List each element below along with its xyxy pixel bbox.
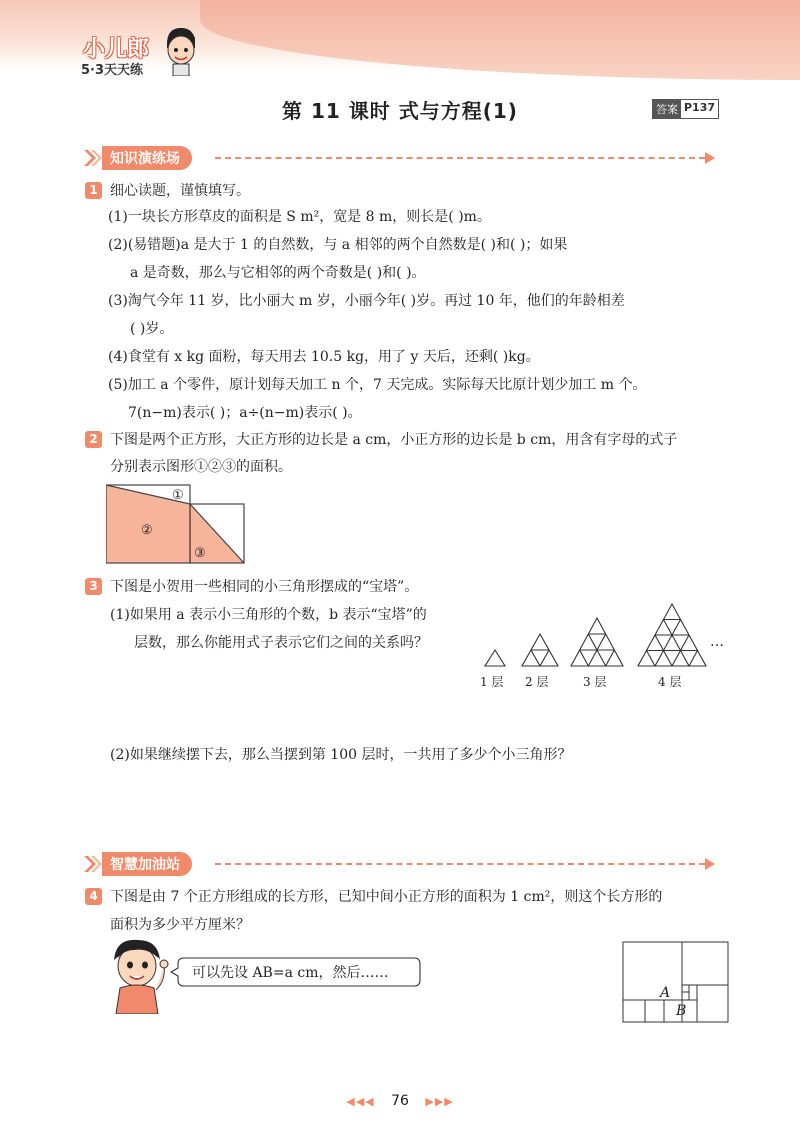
answer-page: P137 xyxy=(684,101,716,114)
question-line: (5)加工 a 个零件，原计划每天加工 n 个，7 天完成。实际每天比原计划少加工 m 个。 xyxy=(108,377,647,393)
question-intro: 细心读题，谨慎填写。 xyxy=(110,183,250,199)
answer-label: 答案 xyxy=(653,100,681,118)
layer-label: 2 层 xyxy=(525,675,549,689)
question-line: 分别表示图形①②③的面积。 xyxy=(110,459,292,475)
question-line: (3)淘气今年 11 岁，比小丽大 m 岁，小丽今年( )岁。再过 10 年，他们的年龄相差 xyxy=(108,293,625,309)
rectangle-squares-figure xyxy=(620,938,732,1026)
section-banner-practice xyxy=(82,146,192,170)
next-arrows-icon: ▶▶▶ xyxy=(425,1095,454,1108)
double-arrow-icon xyxy=(82,147,104,169)
brand-subtitle: 5·3天天练 xyxy=(81,63,144,78)
banner-arrowhead xyxy=(705,858,715,870)
banner-divider xyxy=(215,157,705,159)
double-arrow-icon xyxy=(82,853,104,875)
point-label-a: A xyxy=(660,985,671,1001)
banner-divider xyxy=(215,863,705,865)
question-line: 7(n−m)表示( )；a÷(n−m)表示( )。 xyxy=(128,405,362,421)
layer-label: 3 层 xyxy=(583,675,607,689)
layer-label: 4 层 xyxy=(658,675,682,689)
ellipsis: … xyxy=(710,634,724,650)
question-number: 3 xyxy=(85,578,102,595)
question-line: (2)(易错题)a 是大于 1 的自然数，与 a 相邻的两个自然数是( )和( )；如果 xyxy=(108,237,568,253)
question-number: 4 xyxy=(85,888,102,905)
point-label-b: B xyxy=(676,1003,687,1019)
question-line: 面积为多少平方厘米？ xyxy=(110,917,250,933)
question-line: (1)一块长方形草皮的面积是 S m²，宽是 8 m，则长是( )m。 xyxy=(108,209,491,225)
question-line: (1)如果用 a 表示小三角形的个数，b 表示“宝塔”的 xyxy=(110,607,427,623)
pagoda-figure xyxy=(476,600,736,692)
brand-logo xyxy=(75,30,215,85)
answer-reference[interactable] xyxy=(652,99,719,119)
lesson-title: 第 11 课时 式与方程(1) xyxy=(282,99,518,123)
question-line: 下图是由 7 个正方形组成的长方形，已知中间小正方形的面积为 1 cm²，则这个长方形的 xyxy=(110,889,663,905)
student-cartoon-icon xyxy=(104,936,176,1014)
question-line: 层数，那么你能用式子表示它们之间的关系吗？ xyxy=(134,635,428,651)
region-label: ③ xyxy=(194,546,206,561)
squares-figure xyxy=(106,484,248,564)
question-number: 2 xyxy=(85,431,102,448)
question-line: (4)食堂有 x kg 面粉，每天用去 10.5 kg，用了 y 天后，还剩( )kg。 xyxy=(108,349,540,365)
section-title: 智慧加油站 xyxy=(102,852,192,876)
question-line: 下图是两个正方形，大正方形的边长是 a cm，小正方形的边长是 b cm，用含有字母的式子 xyxy=(110,432,678,448)
question-number: 1 xyxy=(85,182,102,199)
hint-text: 可以先设 AB=a cm，然后…… xyxy=(192,965,389,981)
brand-title: 小儿郎 xyxy=(83,37,150,62)
page-number: 76 xyxy=(391,1093,409,1109)
question-line: ( )岁。 xyxy=(130,321,174,337)
layer-label: 1 层 xyxy=(480,675,504,689)
mascot-icon xyxy=(161,24,201,76)
prev-arrows-icon: ◀◀◀ xyxy=(346,1095,375,1108)
region-label: ② xyxy=(141,523,153,538)
question-line: a 是奇数，那么与它相邻的两个奇数是( )和( )。 xyxy=(130,265,426,281)
question-line: (2)如果继续摆下去，那么当摆到第 100 层时，一共用了多少个小三角形？ xyxy=(110,747,572,763)
banner-arrowhead xyxy=(705,152,715,164)
section-banner-bonus xyxy=(82,852,192,876)
region-label: ① xyxy=(172,488,184,503)
page-footer xyxy=(0,1093,800,1109)
question-intro: 下图是小贺用一些相同的小三角形摆成的“宝塔”。 xyxy=(110,579,419,595)
section-title: 知识演练场 xyxy=(102,146,192,170)
